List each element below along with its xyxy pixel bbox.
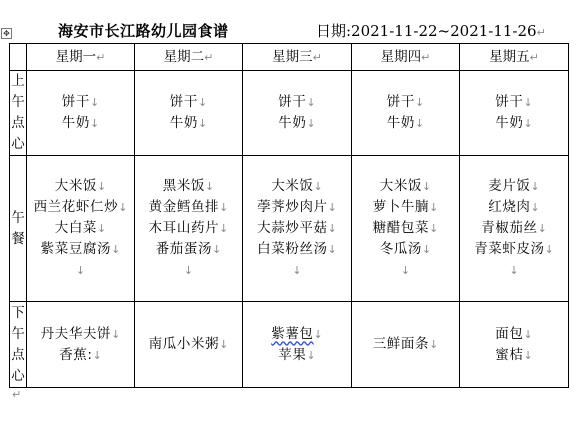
food-line bbox=[352, 92, 459, 113]
line-break-mark: ↓ bbox=[306, 117, 316, 130]
food-item: 大白菜 bbox=[54, 220, 98, 236]
menu-cell bbox=[243, 71, 352, 156]
line-break-mark: ↓ bbox=[400, 264, 411, 277]
menu-cell bbox=[135, 156, 243, 302]
food-item: 冬瓜汤 bbox=[379, 241, 423, 257]
morning-snack-row bbox=[10, 71, 569, 156]
line-break-mark: ↓ bbox=[414, 117, 425, 130]
line-break-mark: ↓ bbox=[414, 96, 425, 109]
header-corner-cell bbox=[10, 44, 27, 71]
menu-cell bbox=[460, 302, 569, 388]
food-line bbox=[135, 218, 242, 239]
menu-title: 海安市长江路幼儿园食谱 bbox=[58, 22, 229, 40]
food-line bbox=[27, 197, 134, 218]
food-line bbox=[460, 345, 568, 366]
morning-snack-label-cell bbox=[10, 71, 27, 156]
food-line bbox=[243, 324, 351, 345]
food-item: 萝卜牛腩 bbox=[372, 199, 430, 215]
line-break-mark: ↓ bbox=[327, 201, 337, 214]
meal-label-char: 心 bbox=[11, 367, 25, 384]
food-item: 香蕉: bbox=[59, 346, 93, 363]
line-break-mark: ↓ bbox=[422, 180, 432, 193]
food-line bbox=[135, 113, 242, 134]
food-item: 苹果 bbox=[278, 346, 307, 363]
paragraph-mark-end: ↵ bbox=[12, 388, 22, 401]
menu-cell bbox=[27, 302, 135, 388]
paragraph-mark: ↵ bbox=[536, 26, 546, 39]
food-item: 大蒜炒平菇 bbox=[257, 220, 328, 236]
line-break-mark: ↓ bbox=[422, 243, 432, 256]
line-break-mark: ↓ bbox=[219, 222, 229, 235]
food-item: 南瓜小米粥 bbox=[148, 336, 220, 352]
menu-cell bbox=[352, 302, 460, 388]
food-item: 糖醋包菜 bbox=[372, 220, 430, 236]
food-line bbox=[243, 218, 351, 239]
meal-label-char: 点 bbox=[11, 115, 25, 131]
food-item: 大米饭 bbox=[379, 178, 423, 194]
food-line bbox=[243, 239, 351, 260]
meal-label-char: 午 bbox=[11, 209, 25, 226]
line-break-mark: ↓ bbox=[197, 117, 208, 130]
line-break-mark: ↓ bbox=[75, 264, 86, 277]
line-break-mark: ↓ bbox=[313, 180, 323, 193]
food-line bbox=[135, 197, 242, 218]
menu-cell bbox=[135, 71, 243, 156]
food-item: 紫菜豆腐汤 bbox=[40, 241, 112, 257]
food-line bbox=[352, 218, 459, 239]
day-header-label: 星期四 bbox=[380, 48, 422, 65]
line-break-mark: ↓ bbox=[97, 180, 107, 193]
line-break-mark: ↓ bbox=[111, 327, 121, 341]
food-line bbox=[460, 197, 568, 218]
food-item: 牛奶 bbox=[386, 115, 415, 131]
food-item: 黄金鳕鱼排 bbox=[148, 199, 220, 215]
food-item: 牛奶 bbox=[169, 115, 198, 131]
food-item: 青椒茄丝 bbox=[481, 220, 538, 236]
food-item: 牛奶 bbox=[61, 115, 90, 131]
line-break-mark: ↓ bbox=[205, 180, 215, 193]
line-break-mark: ↓ bbox=[537, 222, 547, 235]
food-item: 荸荠炒肉片 bbox=[257, 199, 328, 215]
food-item: 丹夫华夫饼 bbox=[40, 325, 112, 342]
afternoon-snack-label-cell bbox=[10, 302, 27, 388]
food-line bbox=[460, 113, 568, 134]
menu-cell bbox=[27, 71, 135, 156]
table-move-handle-icon[interactable]: ✥ bbox=[1, 28, 12, 39]
line-break-mark: ↓ bbox=[327, 243, 337, 256]
food-line bbox=[352, 113, 459, 134]
meal-label-char: 午 bbox=[11, 94, 25, 110]
food-line bbox=[243, 176, 351, 197]
lunch-label-cell bbox=[10, 156, 27, 302]
menu-cell bbox=[27, 156, 135, 302]
paragraph-mark: ↵ bbox=[421, 50, 431, 64]
day-header-cell bbox=[460, 44, 569, 71]
food-line bbox=[243, 197, 351, 218]
food-line bbox=[352, 176, 459, 197]
food-line bbox=[460, 324, 568, 345]
food-item: 番茄蛋汤 bbox=[155, 241, 213, 257]
food-item: 大米饭 bbox=[271, 178, 314, 194]
line-break-mark: ↓ bbox=[89, 117, 100, 130]
food-item: 木耳山药片 bbox=[148, 220, 220, 236]
line-break-mark: ↓ bbox=[327, 222, 337, 235]
paragraph-mark: ↵ bbox=[529, 50, 539, 64]
food-line bbox=[352, 334, 459, 355]
food-item: 三鲜面条 bbox=[372, 336, 430, 352]
food-item: 红烧肉 bbox=[488, 199, 531, 215]
paragraph-mark: ↵ bbox=[204, 50, 214, 64]
food-item: 饼干 bbox=[278, 94, 307, 110]
day-header-cell bbox=[27, 44, 135, 71]
day-header-label: 星期二 bbox=[163, 48, 205, 65]
line-break-mark: ↓ bbox=[530, 180, 540, 193]
food-item: 蜜桔 bbox=[495, 346, 524, 363]
food-item: 牛奶 bbox=[278, 115, 307, 131]
menu-cell bbox=[135, 302, 243, 388]
food-line bbox=[135, 239, 242, 260]
meal-label-char: 餐 bbox=[11, 230, 25, 247]
food-line bbox=[460, 239, 568, 260]
food-line bbox=[243, 92, 351, 113]
food-line bbox=[135, 92, 242, 113]
line-break-mark: ↓ bbox=[306, 348, 316, 362]
line-break-mark: ↓ bbox=[523, 348, 533, 362]
line-break-mark: ↓ bbox=[118, 201, 128, 214]
food-item: 饼干 bbox=[169, 94, 198, 110]
food-line bbox=[27, 113, 134, 134]
day-header-label: 星期五 bbox=[489, 48, 530, 65]
line-break-mark: ↓ bbox=[313, 327, 323, 341]
food-item: 牛奶 bbox=[495, 115, 524, 131]
food-item: 饼干 bbox=[61, 94, 90, 110]
line-break-mark: ↓ bbox=[97, 222, 107, 235]
menu-cell bbox=[460, 156, 569, 302]
menu-cell bbox=[460, 71, 569, 156]
meal-label-char: 下 bbox=[11, 304, 25, 321]
food-line bbox=[135, 334, 242, 355]
line-break-mark: ↓ bbox=[429, 201, 439, 214]
food-line bbox=[27, 239, 134, 260]
day-header-label: 星期三 bbox=[272, 48, 313, 65]
food-item: 饼干 bbox=[495, 94, 524, 110]
food-item: 青菜虾皮汤 bbox=[474, 241, 545, 257]
menu-cell bbox=[352, 156, 460, 302]
food-item: 大米饭 bbox=[54, 178, 98, 194]
food-line bbox=[27, 176, 134, 197]
paragraph-mark: ↵ bbox=[96, 50, 106, 64]
day-header-cell bbox=[243, 44, 352, 71]
food-item: 白菜粉丝汤 bbox=[257, 241, 328, 257]
menu-cell bbox=[243, 302, 352, 388]
food-line bbox=[27, 218, 134, 239]
menu-table-body bbox=[10, 44, 569, 388]
line-break-mark: ↓ bbox=[111, 243, 121, 256]
line-break-mark: ↓ bbox=[292, 264, 302, 277]
day-header-label: 星期一 bbox=[55, 48, 97, 65]
food-line bbox=[135, 176, 242, 197]
line-break-mark: ↓ bbox=[183, 264, 194, 277]
food-line bbox=[352, 197, 459, 218]
header-row bbox=[10, 44, 569, 71]
food-line bbox=[243, 345, 351, 366]
lunch-row bbox=[10, 156, 569, 302]
line-break-mark: ↓ bbox=[306, 96, 316, 109]
afternoon-snack-row bbox=[10, 302, 569, 388]
line-break-mark: ↓ bbox=[523, 96, 533, 109]
line-break-mark: ↓ bbox=[197, 96, 208, 109]
meal-label-char: 点 bbox=[11, 346, 25, 363]
food-line bbox=[460, 92, 568, 113]
food-line bbox=[460, 176, 568, 197]
food-line bbox=[27, 92, 134, 113]
title-row bbox=[0, 20, 582, 44]
food-item: 面包 bbox=[495, 325, 524, 342]
line-break-mark: ↓ bbox=[212, 243, 222, 256]
menu-cell bbox=[243, 156, 352, 302]
line-break-mark: ↓ bbox=[544, 243, 554, 256]
line-break-mark: ↓ bbox=[219, 201, 229, 214]
day-header-cell bbox=[352, 44, 460, 71]
line-break-mark: ↓ bbox=[509, 264, 519, 277]
food-line bbox=[460, 218, 568, 239]
paragraph-mark: ↵ bbox=[312, 50, 322, 64]
meal-label-char: 午 bbox=[11, 325, 25, 342]
food-item: 黑米饭 bbox=[162, 178, 206, 194]
food-line bbox=[27, 324, 134, 345]
line-break-mark: ↓ bbox=[429, 338, 439, 351]
line-break-mark: ↓ bbox=[92, 348, 102, 362]
line-break-mark: ↓ bbox=[89, 96, 100, 109]
line-break-mark: ↓ bbox=[429, 222, 439, 235]
menu-date bbox=[316, 20, 546, 41]
line-break-mark: ↓ bbox=[530, 201, 540, 214]
food-item: 麦片饭 bbox=[488, 178, 531, 194]
food-item: 西兰花虾仁炒 bbox=[33, 199, 119, 215]
food-line bbox=[352, 239, 459, 260]
menu-table bbox=[9, 43, 569, 388]
meal-label-char: 心 bbox=[11, 136, 25, 152]
menu-cell bbox=[352, 71, 460, 156]
food-item: 饼干 bbox=[386, 94, 415, 110]
line-break-mark: ↓ bbox=[523, 327, 533, 341]
line-break-mark: ↓ bbox=[523, 117, 533, 130]
food-line bbox=[27, 345, 134, 366]
food-item: 紫薯包 bbox=[271, 325, 314, 342]
food-line bbox=[243, 113, 351, 134]
meal-label-char: 上 bbox=[11, 73, 25, 89]
line-break-mark: ↓ bbox=[219, 338, 229, 351]
menu-date-text: 日期:2021-11-22~2021-11-26 bbox=[316, 22, 537, 40]
day-header-cell bbox=[135, 44, 243, 71]
